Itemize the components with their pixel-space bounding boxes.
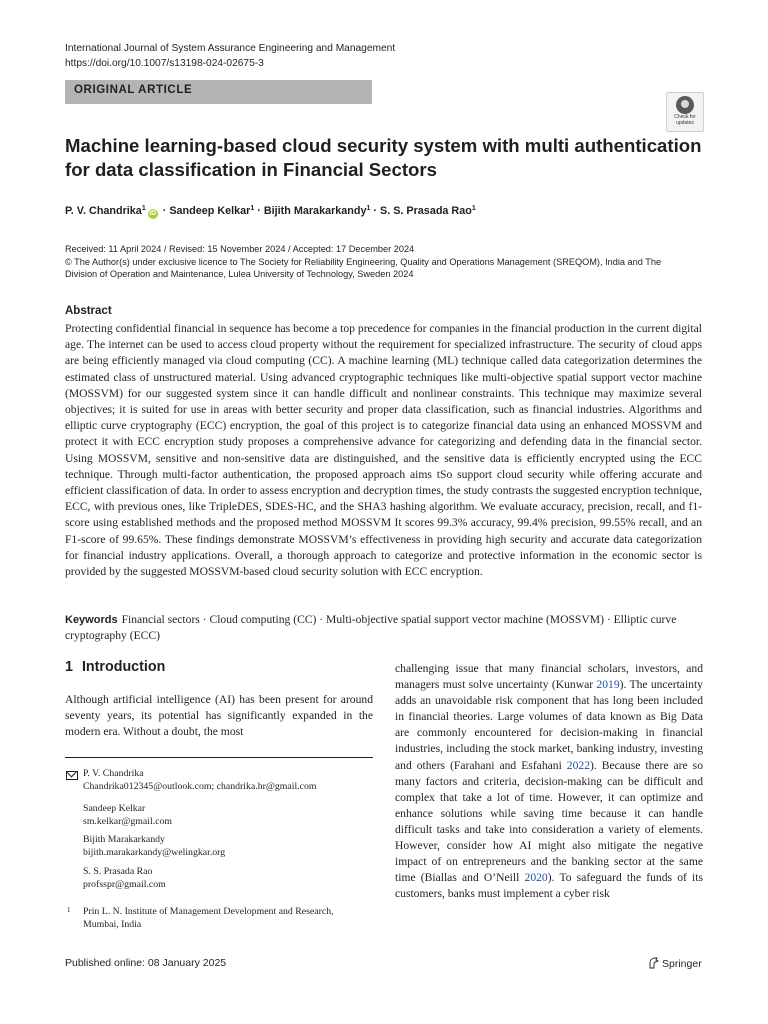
footnote-divider	[65, 757, 373, 758]
correspondent-name: Bijith Marakarkandy	[83, 834, 165, 845]
correspondent	[83, 865, 166, 892]
citation-link[interactable]: 2019	[596, 678, 620, 692]
published-online: Published online: 08 January 2025	[65, 957, 227, 969]
publication-history	[65, 243, 705, 281]
check-updates-line1: Check for	[674, 114, 696, 120]
section-number: 1	[65, 659, 73, 675]
intro-paragraph-right	[395, 661, 703, 902]
orcid-icon[interactable]: iD	[149, 210, 157, 217]
citation-link[interactable]: 2022	[566, 758, 590, 772]
doi-link[interactable]: https://doi.org/10.1007/s13198-024-02675-3	[65, 58, 264, 69]
envelope-icon	[66, 771, 78, 780]
author-name[interactable]: Bijith Marakarkandy	[263, 205, 367, 217]
author-name[interactable]: P. V. Chandrika	[65, 205, 142, 217]
publisher-name: Springer	[662, 958, 702, 970]
abstract-heading: Abstract	[65, 305, 112, 317]
text-run: ). To safeguard the funds of its customers, banks must implement a cyber risk	[395, 871, 703, 901]
springer-horse-icon	[648, 957, 659, 969]
correspondent-name: S. S. Prasada Rao	[83, 866, 153, 877]
author-separator: ·	[370, 205, 380, 217]
article-type-banner	[65, 80, 372, 104]
journal-name: International Journal of System Assurance Engineering and Management	[65, 43, 396, 54]
author-list	[65, 205, 476, 219]
correspondent-email[interactable]: sm.kelkar@gmail.com	[83, 816, 173, 828]
check-for-updates-badge[interactable]	[666, 92, 704, 132]
author-affiliation-mark: 1	[250, 205, 255, 212]
correspondent	[83, 833, 225, 860]
abstract-body: Protecting confidential financial in sequence has become a top precedence for companies in the financial production in the current digital age. The internet can be used to access cloud property without the requirement for specialized infrastructure. The security of cloud apps are being efficiently managed via cloud computing (CC). A machine learning (ML) technique called data categorization determines the estimated class of unstructured material. Using advanced cryptographic techniques like multi-objective spatial support vector machine (MOSSVM) for our suggested system since it can handle difficult and nonlinear constraints. This technique may maximize several objectives; it is suited for use in areas with better security and proper data classification, such as financial industries. Algorithms and elliptic curve cryptography (ECC) encryption, the goal of this project is to categorize financial data using an enhanced MOSSVM and protect it with ECC encryption study proposes a comprehensive advance for categorizing and defending data in the financial sector. Using MOSSVM, sensitive and non-sensitive data are distinguished, and the sensitive data is efficiently encrypted using the ECC technique. Through multi-factor authentication, the proposed approach aims tSo support cloud security while offering accurate and efficient classification of data. In order to assess encryption and decryption times, the study contrasts the suggested encryption technique, ECC, with previous ones, like TripleDES, SDES-HC, and the SHA3 hashing algorithm. We evaluate accuracy, precision, recall, and f1-score using established methods and the proposed method MOSSVM It scores 99.3% accuracy, 99.4% precision, 99.55% recall, and an F1-score of 99.65%. These findings demonstrate MOSSVM’s effectiveness in providing high security and accurate data categorization for financial industry applications. Overall, a thorough approach to categorize and protective information in the economic sector is provided by the suggested MOSSVM-based cloud security solution with ECC encryption.	[65, 322, 702, 579]
author-separator: ·	[254, 205, 264, 217]
author-affiliation-mark: 1	[366, 205, 371, 212]
text-run: challenging issue that many financial scholars, investors, and managers must solve uncertainty (Kunwar	[395, 662, 703, 692]
copyright-line-1: © The Author(s) under exclusive licence to The Society for Reliability Engineering, Quality and Operations Management (SREQOM), India and The	[65, 256, 662, 267]
dates-line: Received: 11 April 2024 / Revised: 15 November 2024 / Accepted: 17 December 2024	[65, 244, 415, 254]
citation-link[interactable]: 2020	[524, 871, 548, 885]
author-separator: ·	[159, 205, 170, 217]
journal-header	[65, 41, 395, 71]
article-type-label: ORIGINAL ARTICLE	[74, 84, 193, 96]
correspondent	[83, 767, 317, 794]
correspondent-name: Sandeep Kelkar	[83, 803, 146, 814]
correspondent-name: P. V. Chandrika	[83, 768, 144, 779]
correspondent	[83, 802, 172, 829]
author-affiliation-mark: 1	[141, 205, 146, 212]
affiliation-text: Prin L. N. Institute of Management Development and Research, Mumbai, India	[83, 906, 334, 931]
keywords-list: Financial sectors · Cloud computing (CC) · Multi-objective spatial support vector machine (MOSSVM) · Elliptic curve cryptography (ECC)	[65, 613, 677, 643]
text-run: ). Because there are so many factors and criteria, decision-making can be difficult and complex that take a lot of time. However, it can optimize and enhance solutions while saving time because it can handle difficult tasks and take into consideration a variety of elements. However, consider how AI might also mitigate the negative impact of on entrepreneurs and the banking sector at the same time (Biallas and O’Neill	[395, 758, 703, 885]
paper-title: Machine learning-based cloud security system with multi authentication for data classification in Financial Sectors	[65, 135, 702, 180]
check-updates-line2: updates	[676, 119, 694, 126]
correspondent-email[interactable]: Chandrika012345@outlook.com; chandrika.hr@gmail.com	[83, 781, 317, 793]
keywords-label: Keywords	[65, 614, 118, 626]
section-title: Introduction	[81, 659, 166, 675]
correspondent-email[interactable]: profsspr@gmail.com	[83, 879, 166, 891]
check-updates-icon	[676, 96, 694, 114]
keywords	[65, 612, 702, 644]
intro-paragraph-left: Although artificial intelligence (AI) has been present for around seventy years, its potential has significantly expanded in the modern era. Without a doubt, the most	[65, 693, 373, 739]
author-name[interactable]: Sandeep Kelkar	[169, 205, 251, 217]
section-heading	[65, 659, 165, 675]
copyright-line-2: Division of Operation and Maintenance, Lulea University of Technology, Sweden 2024	[65, 269, 414, 279]
affiliation-number: 1	[67, 906, 71, 914]
text-run: ). The uncertainty adds an unavoidable risk component that has long been included in financial theories. Large volumes of data known as Big Data are commonly encountered for decision-making in financial industries, including the stock market, banking industry, investing and others (Farahani and Esfahani	[395, 678, 703, 772]
publisher-logo	[648, 957, 702, 970]
author-name[interactable]: S. S. Prasada Rao	[380, 205, 472, 217]
author-affiliation-mark: 1	[471, 205, 476, 212]
correspondent-email[interactable]: bijith.marakarkandy@welingkar.org	[83, 847, 226, 859]
